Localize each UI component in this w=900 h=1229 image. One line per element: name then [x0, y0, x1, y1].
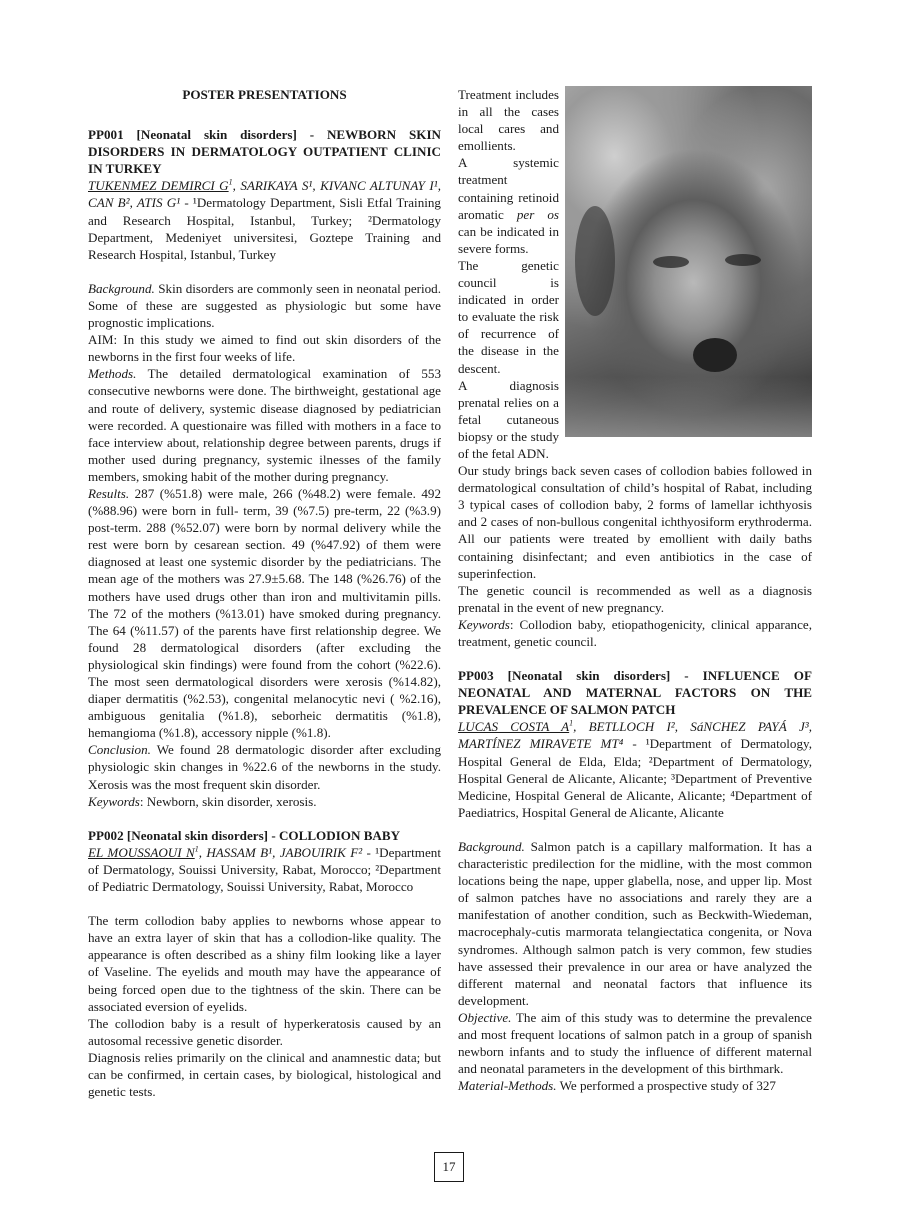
abstract-body [88, 280, 441, 810]
abstract-authors: TUKENMEZ DEMIRCI $G^1$, SARIKAYA S¹, KIVANC ALTUNAY I¹, CAN B², ATIS G¹ - ¹Dermatology Department, Sisli Etfal Training and Research Hospital, Istanbul, Turkey; ²Dermatology Department, Medeniyet universitesi, Goztepe Training and Research Hospital, Istanbul, Turkey [88, 178, 441, 262]
affiliations: - ¹Department of Dermatology, Hospital General de Elda, Elda; ²Department of Dermatology, Hospital General de Alicante, Alicante; ³Department of Preventive Medicine, Hospital General de Alicante, Alicante; ⁴Department of Paediatrics, Hospital General de Alicante, Alicante [458, 736, 812, 820]
keywords-text: : Collodion baby, etiopathogenicity, clinical apparance, treatment, genetic council. [458, 616, 812, 649]
affiliations: - ¹Dermatology Department, Sisli Etfal Training and Research Hospital, Istanbul, Turkey; ²Dermatology Department, Medeniyet universitesi, Goztepe Training and Research Hospital, Istanbul, Turkey [88, 195, 441, 262]
abstract-body [88, 912, 441, 1100]
right-column [458, 86, 812, 1094]
background-label: Background. [458, 838, 525, 854]
intro-paragraph: The term collodion baby applies to newborns whose appear to have an extra layer of skin that has a collodion-like quality. The appearance is often described as a shiny film looking like a layer of Vaseline. The eyelids and mouth may have the appearance of being forced open due to the tightness of the skin. There can be associated eversion of eyelids. [88, 913, 441, 1014]
abstract-title: PP001 [Neonatal skin disorders] - NEWBORN SKIN DISORDERS IN DERMATOLOGY OUTPATIENT CLINIC IN TURKEY [88, 127, 441, 177]
abstract-pp001 [88, 126, 441, 810]
abstract-authors: EL MOUSSAOUI $N^1$, HASSAM B¹, JABOUIRIK F² - ¹Department of Dermatology, Souissi University, Rabat, Morocco; ²Department of Pediatric Dermatology, Souissi University, Rabat, Morocco [88, 844, 441, 895]
abstract-body [458, 838, 812, 1094]
methods-paragraph [88, 365, 441, 485]
per-os-term: per os [516, 206, 560, 222]
abstract-authors: LUCAS COSTA $A^1$, BETLLOCH I², SáNCHEZ PAYÁ J³, MARTÍNEZ MIRAVETE MT⁴ - ¹Department of Dermatology, Hospital General de Elda, Elda; ²Department of Dermatology, Hospital General de Alicante, Alicante; ³Department of Preventive Medicine, Hospital General de Alicante, Alicante; ⁴Department of Paediatrics, Hospital General de Alicante, Alicante [458, 719, 812, 820]
methods-label: Material-Methods. [458, 1078, 557, 1094]
council-paragraph: The genetic council is recommended as well as a diagnosis prenatal in the event of new pregnancy. [458, 582, 812, 615]
diagnosis-paragraph: Diagnosis relies primarily on the clinical and anamnestic data; but can be confirmed, in certain cases, by biological, histological and genetic tests. [88, 1049, 441, 1100]
objective-text: The aim of this study was to determine the prevalence and most frequent locations of salmon patch in a group of spanish newborn infants and to study the influence of different maternal and neonatal parameters in the development of this birthmark. [458, 1009, 812, 1077]
study-paragraph: Our study brings back seven cases of collodion babies followed in dermatological consultation of child’s hospital of Rabat, including 3 typical cases of collodion baby, 2 forms of lamellar ichthyosis and 2 cases of non-bullous congenital ichthyosiform erythroderma. All our patients were treated by emollient with daily baths containing disinfectant; and even antibiotics in the case of superinfection. [458, 463, 812, 581]
presenting-author: EL MOUSSAOUI N [88, 844, 195, 860]
prenatal-paragraph: A diagnosis prenatal relies on a fetal cutaneous biopsy or the study of the fetal ADN. [458, 377, 559, 461]
genetic-paragraph: The genetic council is indicated in order to evaluate the risk of recurrence of the disease in the descent. [458, 257, 559, 376]
methods-paragraph [458, 1077, 812, 1094]
background-label: Background. [88, 280, 155, 296]
systemic-text-end: can be indicated in severe forms. [458, 223, 559, 256]
systemic-text: A systemic treatment containing retinoid aromatic [458, 155, 559, 222]
results-paragraph [88, 485, 441, 741]
co-authors: , BETLLOCH I², SáNCHEZ PAYÁ J³, MARTÍNEZ MIRAVETE MT⁴ [458, 719, 812, 752]
collodion-baby-photo [565, 86, 812, 437]
abstract-title: PP003 [Neonatal skin disorders] - INFLUENCE OF NEONATAL AND MATERNAL FACTORS ON THE PREVALENCE OF SALMON PATCH [458, 668, 812, 718]
cause-paragraph: The collodion baby is a result of hyperkeratosis caused by an autosomal recessive genetic disorder. [88, 1015, 441, 1048]
conclusion-text: We found 28 dermatologic disorder after excluding physiologic skin changes in %22.6 of the newborns in the study. Xerosis was the most frequent skin disorder. [88, 742, 441, 792]
keywords-text: : Newborn, skin disorder, xerosis. [139, 793, 317, 809]
background-text: Salmon patch is a capillary malformation. It has a characteristic predilection for the midline, with the most common locations being the nape, upper glabella, nose, and upper lip. Most of salmon patches have no associations and rarely they are a manifestation of another condition, such as Beckwith-Wiedeman, macrocephaly-cutis marmorata telangiectatica congenita, or Nova syndromes. Although salmon patch is very common, few studies have assessed their prevalence in our area or have analyzed the different maternal and neonatal factors that influence its development. [458, 838, 812, 1008]
keywords-paragraph [458, 616, 812, 650]
abstract-pp003 [458, 667, 812, 1094]
presenting-author: LUCAS COSTA A [458, 719, 570, 735]
objective-paragraph [458, 1009, 812, 1077]
background-paragraph [458, 838, 812, 1009]
methods-label: Methods. [88, 366, 137, 382]
background-paragraph [88, 280, 441, 331]
affiliations: - ¹Department of Dermatology, Souissi University, Rabat, Morocco; ²Department of Pediatric Dermatology, Souissi University, Rabat, Morocco [88, 844, 441, 895]
conclusion-label: Conclusion. [88, 742, 151, 758]
abstract-pp002 [88, 827, 441, 1100]
co-authors: , SARIKAYA S¹, KIVANC ALTUNAY I¹, CAN B², ATIS G¹ [88, 178, 441, 211]
background-text: Skin disorders are commonly seen in neonatal period. Some of these are suggested as physiologic but some have prognostic implications. [88, 280, 441, 331]
results-text: 287 (%51.8) were male, 266 (%48.2) were female. 492 (%88.96) were born in full- term, 39 (%7.5) pre-term, 22 (%3.9) post-term. 288 (%52.07) were born by normal delivery while the rest were born by cesarean section. 49 (%47.92) of them were diagnosed at least one systemic disorder by the pediatricians. The mean age of the mothers was 27.9±5.68. The 148 (%26.76) of the mothers have used drugs other than iron and multivitamin pills. The 72 of the mothers (%13.01) have smoked during pregnancy. The 64 (%11.57) of the parents have first relationship degree. We found 28 dermatological disorders (after excluding the physiological skin findings) were found from the cohort (%22.6). The most seen dermatological disorders were xerosis (%14.82), diaper dermatitis (%2.53), congenital melanocytic nevi ( %2.16), ambiguous genitalia (%1.8), seborheic dermatitis (%1.8), hemangioma (%1.8), accessory nipple (%1.8). [88, 485, 441, 741]
abstract-title: PP002 [Neonatal skin disorders] - COLLODION BABY [88, 827, 401, 843]
treatment-paragraph: Treatment includes in all the cases local cares and emollients. [458, 87, 559, 154]
conclusion-paragraph [88, 741, 441, 792]
methods-text: We performed a prospective study of 327 [556, 1078, 776, 1094]
keywords-label: Keywords [458, 616, 510, 632]
co-authors: , HASSAM B¹, JABOUIRIK F² [198, 844, 363, 860]
aim-paragraph: AIM: In this study we aimed to find out skin disorders of the newborns in the first four weeks of life. [88, 332, 441, 365]
section-title: POSTER PRESENTATIONS [182, 87, 347, 102]
keywords-paragraph [88, 793, 441, 810]
keywords-label: Keywords [88, 793, 140, 809]
left-column [88, 86, 441, 1100]
presenting-author: TUKENMEZ DEMIRCI G [88, 178, 229, 194]
objective-label: Objective. [458, 1009, 512, 1025]
results-label: Results. [88, 485, 130, 501]
page-number: 17 [434, 1152, 464, 1182]
methods-text: The detailed dermatological examination of 553 consecutive newborns were done. The birthweight, gestational age and route of delivery, systemic disease diagnosed by pediatrician were recorded. A questionaire was filled with mothers in a face to face interview about, relationship degree between parents, drugs if mother used during pregnancy, systemic ilnesses of the family members, smoking habit of the mother during pregnancy. [88, 366, 441, 484]
